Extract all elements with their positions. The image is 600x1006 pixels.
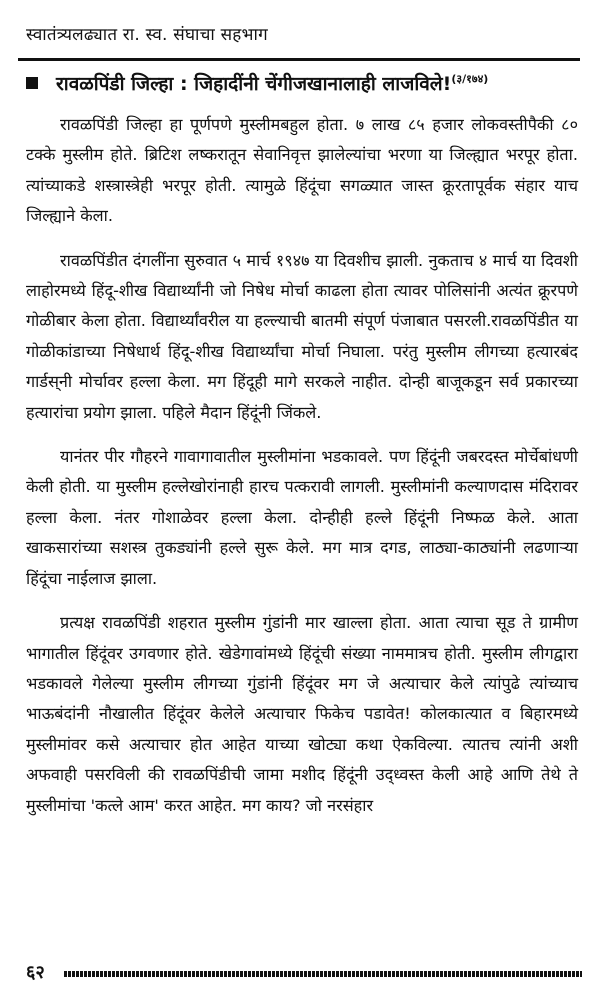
- body-text: [26, 110, 578, 835]
- running-header: स्वातंत्र्यलढ्यात रा. स्व. संघाचा सहभाग: [26, 25, 268, 45]
- footer-rule: [64, 971, 582, 977]
- paragraph: प्रत्यक्ष रावळपिंडी शहरात मुस्लीम गुंडांनी मार खाल्ला होता. आता त्याचा सूड ते ग्रामीण भागातील हिंदूंवर उगवणार होते. खेडेगावांमध्ये हिंदूंची संख्या नाममात्रच होती. मुस्लीम लीगद्वारा भडकावले गेलेल्या मुस्लीम लीगच्या गुंडांनी हिंदूंवर मग जे अत्याचार केले त्यांपुढे त्यांच्याच भाऊबंदांनी नौखालीत हिंदूंवर केलेले अत्याचार फिकेच पडावेत! कोलकात्यात व बिहारमध्ये मुस्लीमांवर कसे अत्याचार होत आहेत याच्या खोट्या कथा ऐकविल्या. त्यातच त्यांनी अशी अफवाही पसरविली की रावळपिंडीची जामा मशीद हिंदूंनी उद्ध्वस्त केली आहे आणि तेथे ते मुस्लीमांचा 'कत्ले आम' करत आहेत. मग काय? जो नरसंहार: [26, 613, 578, 815]
- page-footer: [26, 958, 582, 988]
- square-bullet-icon: [26, 77, 38, 89]
- paragraph: यानंतर पीर गौहरने गावागावातील मुस्लीमांना भडकावले. पण हिंदूंनी जबरदस्त मोर्चेबांधणी केली होती. या मुस्लीम हल्लेखोरांनाही हारच पत्करावी लागली. मुस्लीमांनी कल्याणदास मंदिरावर हल्ला केला. नंतर गोशाळेवर हल्ला केला. दोन्हीही हल्ले हिंदूंनी निष्फळ केले. आता खाकसारांच्या सशस्त्र तुकड्यांनी हल्ले सुरू केले. मग मात्र दगड, लाठ्या-काठ्यांनी लढणाऱ्या हिंदूंचा नाईलाज झाला.: [26, 447, 578, 588]
- page-number: ६२: [26, 962, 45, 983]
- paragraph: रावळपिंडी जिल्हा हा पूर्णपणे मुस्लीमबहुल होता. ७ लाख ८५ हजार लोकवस्तीपैकी ८० टक्के मुस्लीम होते. ब्रिटिश लष्करातून सेवानिवृत्त झालेल्यांचा भरणा या जिल्ह्यात भरपूर होता. त्यांच्याकडे शस्त्रास्त्रेही भरपूर होती. त्यामुळे हिंदूंचा सगळ्यात जास्त क्रूरतापूर्वक संहार याच जिल्ह्याने केला.: [26, 115, 578, 226]
- header-rule: [18, 58, 580, 61]
- citation: (३/१७४): [451, 72, 489, 86]
- section-heading-text: रावळपिंडी जिल्हा : जिहादींनी चेंगीजखानालाही लाजविले!: [56, 73, 452, 95]
- paragraph: रावळपिंडीत दंगलींना सुरुवात ५ मार्च १९४७ या दिवशीच झाली. नुकताच ४ मार्च या दिवशी लाहोरमध्ये हिंदू-शीख विद्यार्थ्यांनी जो निषेध मोर्चा काढला होता त्यावर पोलिसांनी अत्यंत क्रूरपणे गोळीबार केला होता. विद्यार्थ्यांवरील या हल्ल्याची बातमी संपूर्ण पंजाबात पसरली.रावळपिंडीत या गोळीकांडाच्या निषेधार्थ हिंदू-शीख विद्यार्थ्यांचा मोर्चा निघाला. परंतु मुस्लीम लीगच्या हत्यारबंद गार्डस्‌नी मोर्चावर हल्ला केला. मग हिंदूही मागे सरकले नाहीत. दोन्ही बाजूकडून सर्व प्रकारच्या हत्यारांचा प्रयोग झाला. पहिले मैदान हिंदूंनी जिंकले.: [26, 250, 578, 422]
- section-heading: [26, 70, 586, 96]
